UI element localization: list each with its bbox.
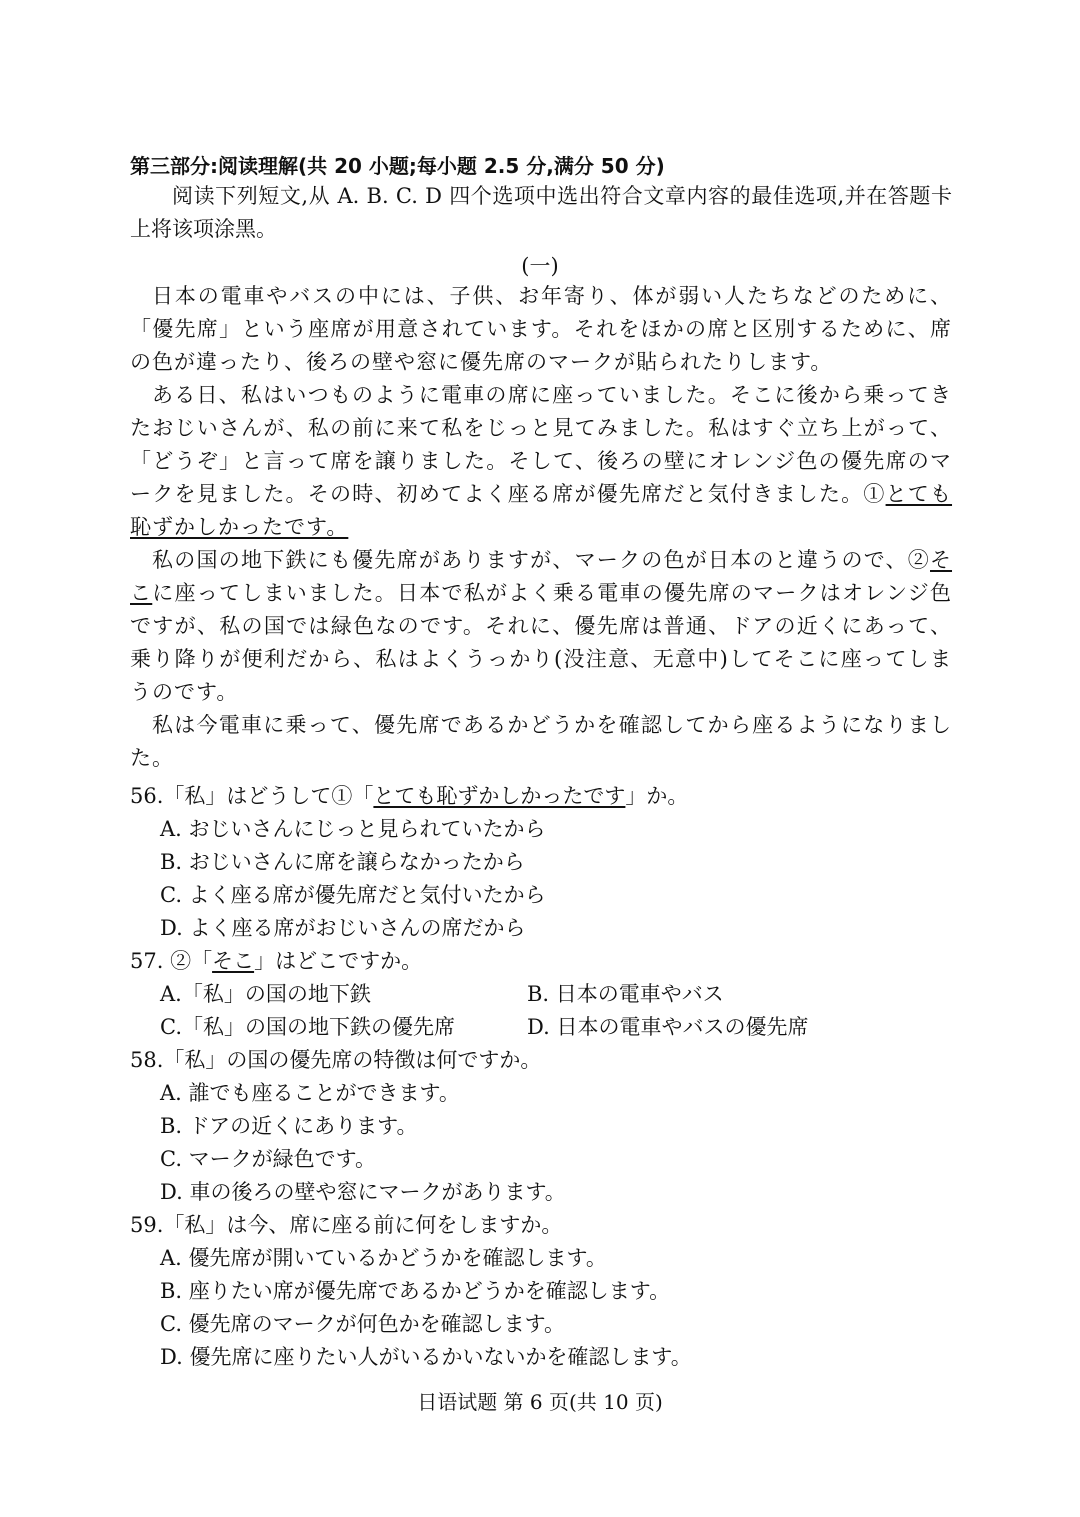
- circled-number-1: ①: [863, 482, 886, 506]
- question-stem: 57. ②「: [130, 949, 213, 973]
- options-56: [130, 813, 952, 945]
- passage-paragraph-4: 私は今電車に乗って、優先席であるかどうかを確認してから座るようになりました。: [130, 713, 952, 770]
- option-56-b: B. おじいさんに席を譲らなかったから: [160, 850, 525, 874]
- question-58: 58.「私」の国の優先席の特徴は何ですか。: [130, 1048, 542, 1072]
- option-57-c: C.「私」の国の地下鉄の優先席: [160, 1015, 455, 1039]
- underlined-phrase-2: そこ: [130, 548, 953, 605]
- option-58-a: A. 誰でも座ることができます。: [160, 1081, 460, 1105]
- passage-paragraph-1: 日本の電車やバスの中には、子供、お年寄り、体が弱い人たちなどのために、「優先席」という座席が用意されています。それをほかの席と区別するために、席の色が違ったり、後ろの壁や窓に優先席のマークが貼られたりします。: [130, 284, 952, 374]
- option-58-b: B. ドアの近くにあります。: [160, 1114, 418, 1138]
- option-56-d: D. よく座る席がおじいさんの席だから: [160, 916, 526, 940]
- circled-number-2: ②: [907, 548, 931, 572]
- option-57-a: A.「私」の国の地下鉄: [160, 982, 371, 1006]
- underlined-phrase-1: とても恥ずかしかったです。: [130, 482, 953, 539]
- reading-passage: [130, 280, 952, 775]
- option-58-c: C. マークが緑色です。: [160, 1147, 376, 1171]
- passage-number: (一): [521, 254, 559, 278]
- passage-paragraph-3: [130, 544, 952, 709]
- question-56: [130, 780, 952, 813]
- options-57: [130, 978, 952, 1044]
- options-59: [130, 1242, 952, 1374]
- question-list: [130, 780, 952, 1374]
- options-58: [130, 1077, 952, 1209]
- question-stem: 56.「私」はどうして①「: [130, 784, 374, 808]
- question-stem: 」か。: [625, 784, 689, 808]
- option-57-d: D. 日本の電車やバスの優先席: [527, 1015, 809, 1039]
- question-underline: そこ: [212, 949, 255, 973]
- instruction: 阅读下列短文,从 A. B. C. D 四个选项中选出符合文章内容的最佳选项,并在答题卡上将该项涂黑。: [130, 184, 952, 241]
- option-56-a: A. おじいさんにじっと見られていたから: [160, 817, 546, 841]
- question-stem: 」はどこですか。: [254, 949, 423, 973]
- passage-text: ある日、私はいつものように電車の席に座っていました。そこに後から乗ってきたおじいさんが、私の前に来て私をじっと見てみました。私はすぐ立ち上がって、「どうぞ」と言って席を譲りました。そして、後ろの壁にオレンジ色の優先席のマークを見ました。その時、初めてよく座る席が優先席だと気付きました。: [130, 383, 952, 506]
- option-56-c: C. よく座る席が優先席だと気付いたから: [160, 883, 546, 907]
- passage-text: に座ってしまいました。日本で私がよく乗る電車の優先席のマークはオレンジ色ですが、私の国では緑色なのです。それに、優先席は普通、ドアの近くにあって、乗り降りが便利だから、私はよくうっかり(没注意、无意中)してそこに座ってしまうのです。: [130, 581, 953, 704]
- passage-paragraph-2: [130, 379, 952, 544]
- option-57-b: B. 日本の電車やバス: [527, 982, 724, 1006]
- question-underline: とても恥ずかしかったです: [373, 784, 626, 808]
- page-footer: 日语试题 第 6 页(共 10 页): [417, 1390, 663, 1414]
- passage-text: 私の国の地下鉄にも優先席がありますが、マークの色が日本のと違うので、: [152, 548, 908, 572]
- option-59-b: B. 座りたい席が優先席であるかどうかを確認します。: [160, 1279, 671, 1303]
- option-59-d: D. 優先席に座りたい人がいるかいないかを確認します。: [160, 1345, 692, 1369]
- option-59-c: C. 優先席のマークが何色かを確認します。: [160, 1312, 565, 1336]
- question-57: [130, 945, 952, 978]
- option-58-d: D. 車の後ろの壁や窓にマークがあります。: [160, 1180, 566, 1204]
- question-59: 59.「私」は今、席に座る前に何をしますか。: [130, 1213, 563, 1237]
- option-59-a: A. 優先席が開いているかどうかを確認します。: [160, 1246, 607, 1270]
- section-title: 第三部分:阅读理解(共 20 小题;每小题 2.5 分,满分 50 分): [130, 154, 665, 178]
